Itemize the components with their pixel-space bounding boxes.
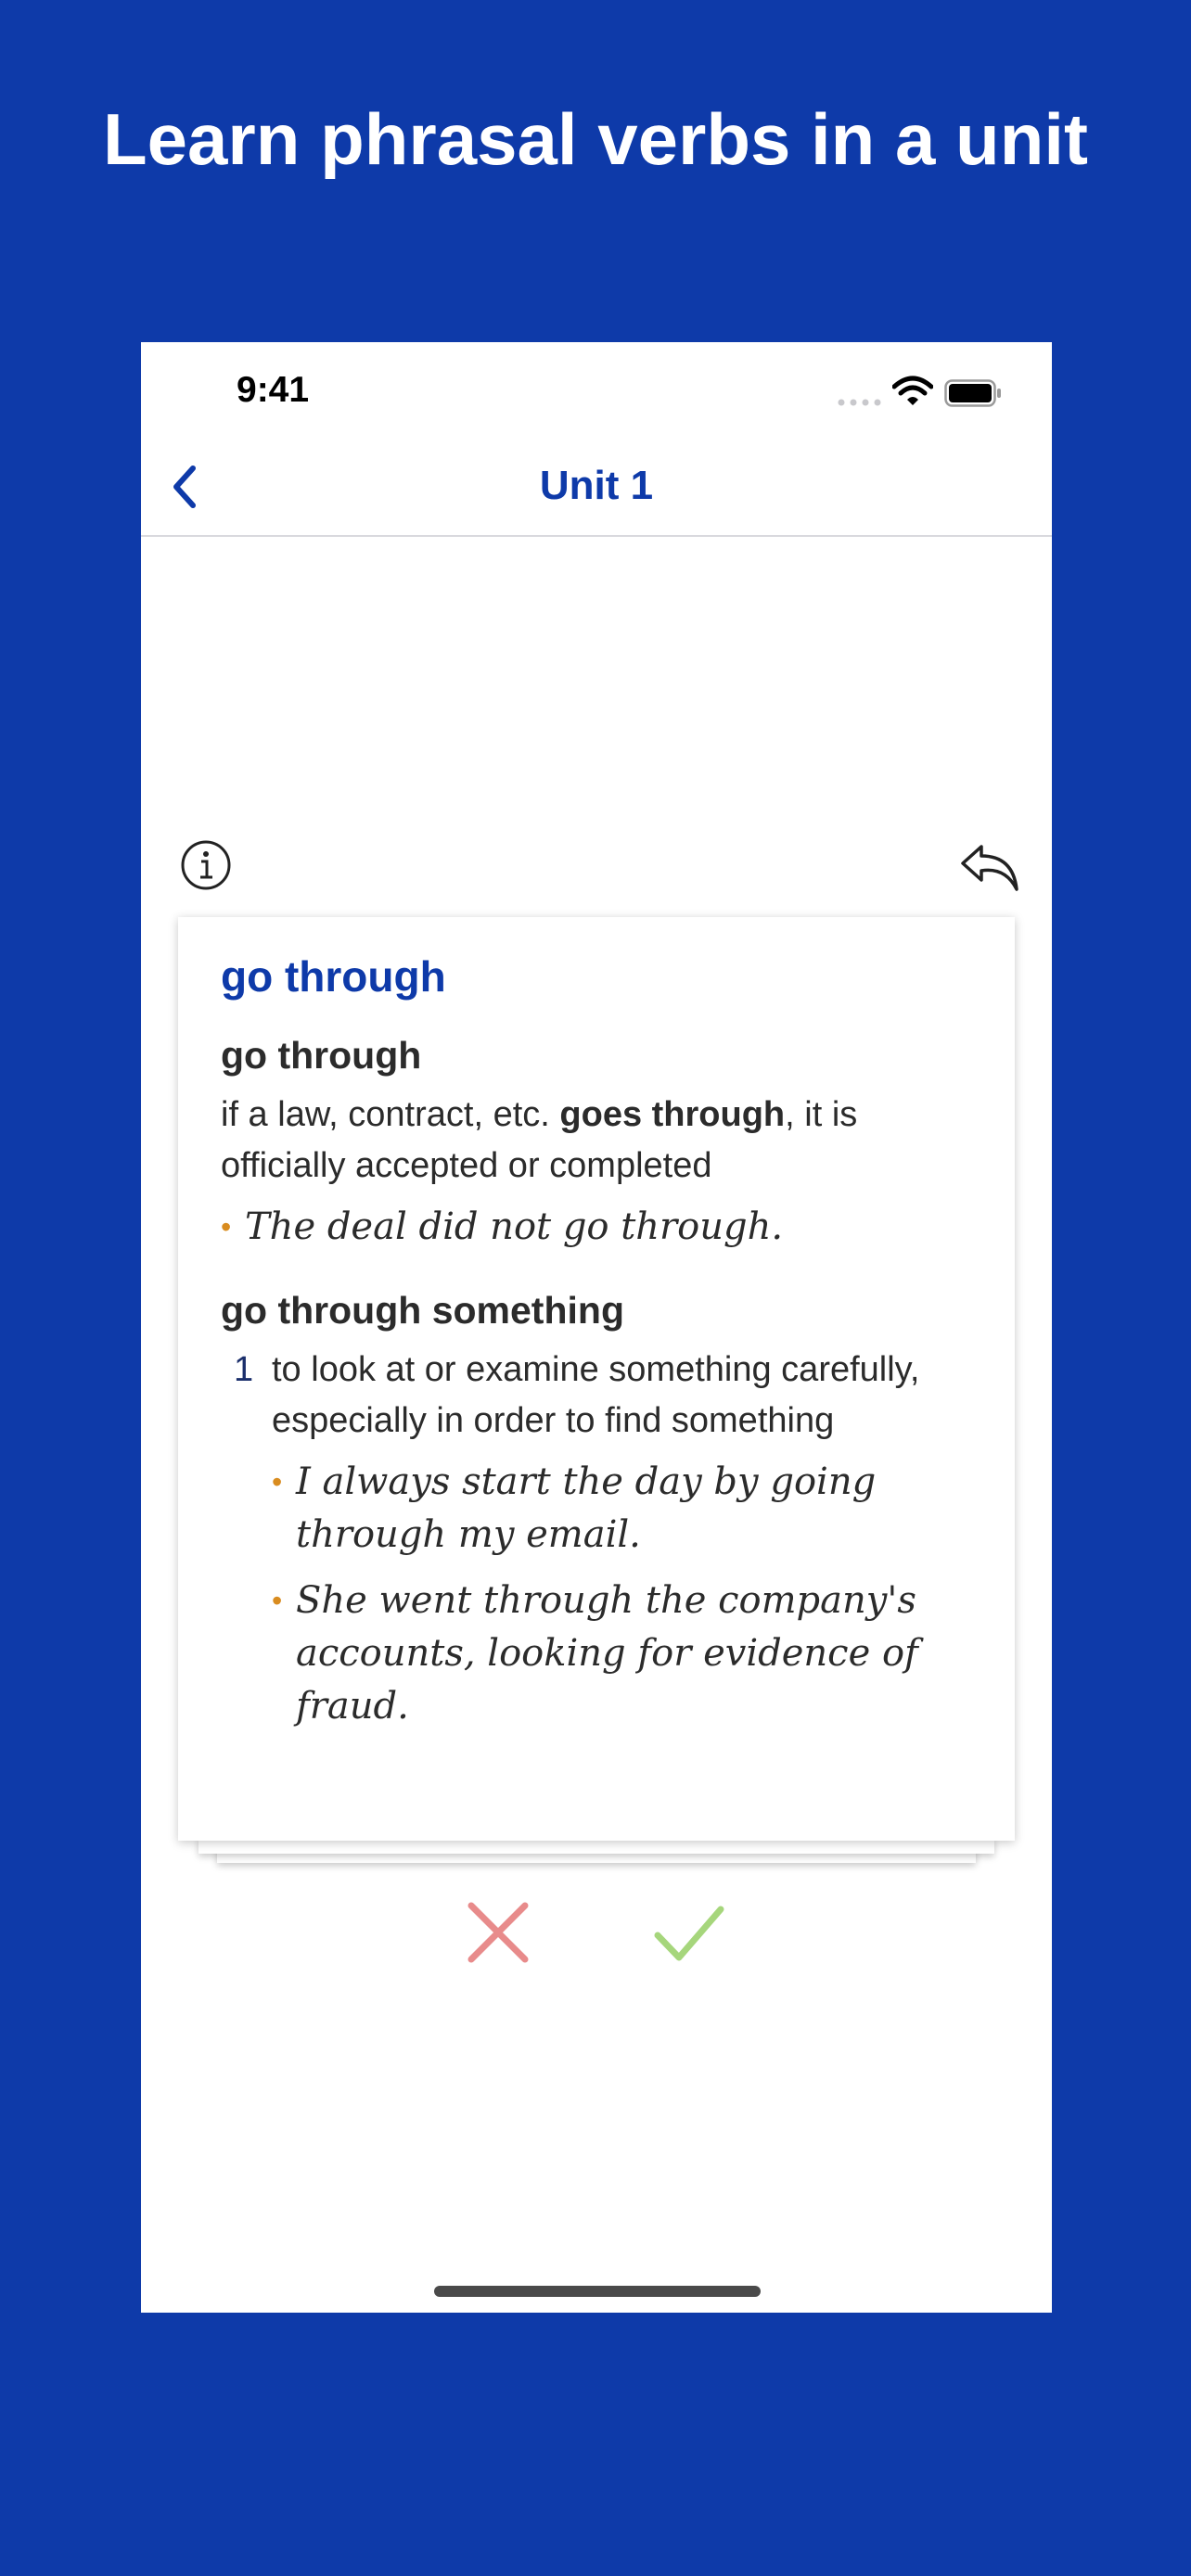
headword: go through [221,952,446,1001]
flashcard[interactable] [178,917,1015,1841]
cellular-signal-icon [837,398,883,407]
nav-title: Unit 1 [539,463,654,508]
sense-number: 1 [234,1350,254,1389]
example-sentence: • I always start the day by going through my email. [272,1456,981,1562]
home-indicator[interactable] [434,2286,761,2297]
undo-icon[interactable] [957,839,1022,893]
status-time: 9:41 [237,370,310,410]
info-icon[interactable] [178,837,234,893]
bullet: • [272,1465,283,1498]
flashcard-content [221,950,981,1733]
numbered-sense [221,1345,981,1733]
example-sentence: • The deal did not go through. [221,1201,981,1254]
cross-icon[interactable] [466,1900,531,1965]
battery-icon [944,379,1002,407]
phone-screen [141,342,1052,2313]
promo-title: Learn phrasal verbs in a unit [103,98,1088,180]
sense-definition: if a law, contract, etc. goes through, it is officially accepted or completed [221,1095,858,1185]
bullet: • [272,1584,283,1617]
sense-definition: to look at or examine something carefully, especially in order to find something [272,1350,920,1440]
sense-title: go through [221,1034,422,1077]
checkmark-icon[interactable] [653,1904,725,1965]
wifi-icon [892,376,933,407]
example-sentence: • She went through the company's accounts, looking for evidence of fraud. [272,1575,981,1733]
bullet: • [221,1210,232,1243]
sense-title: go through something [221,1289,624,1332]
navigation-bar [141,435,1052,537]
